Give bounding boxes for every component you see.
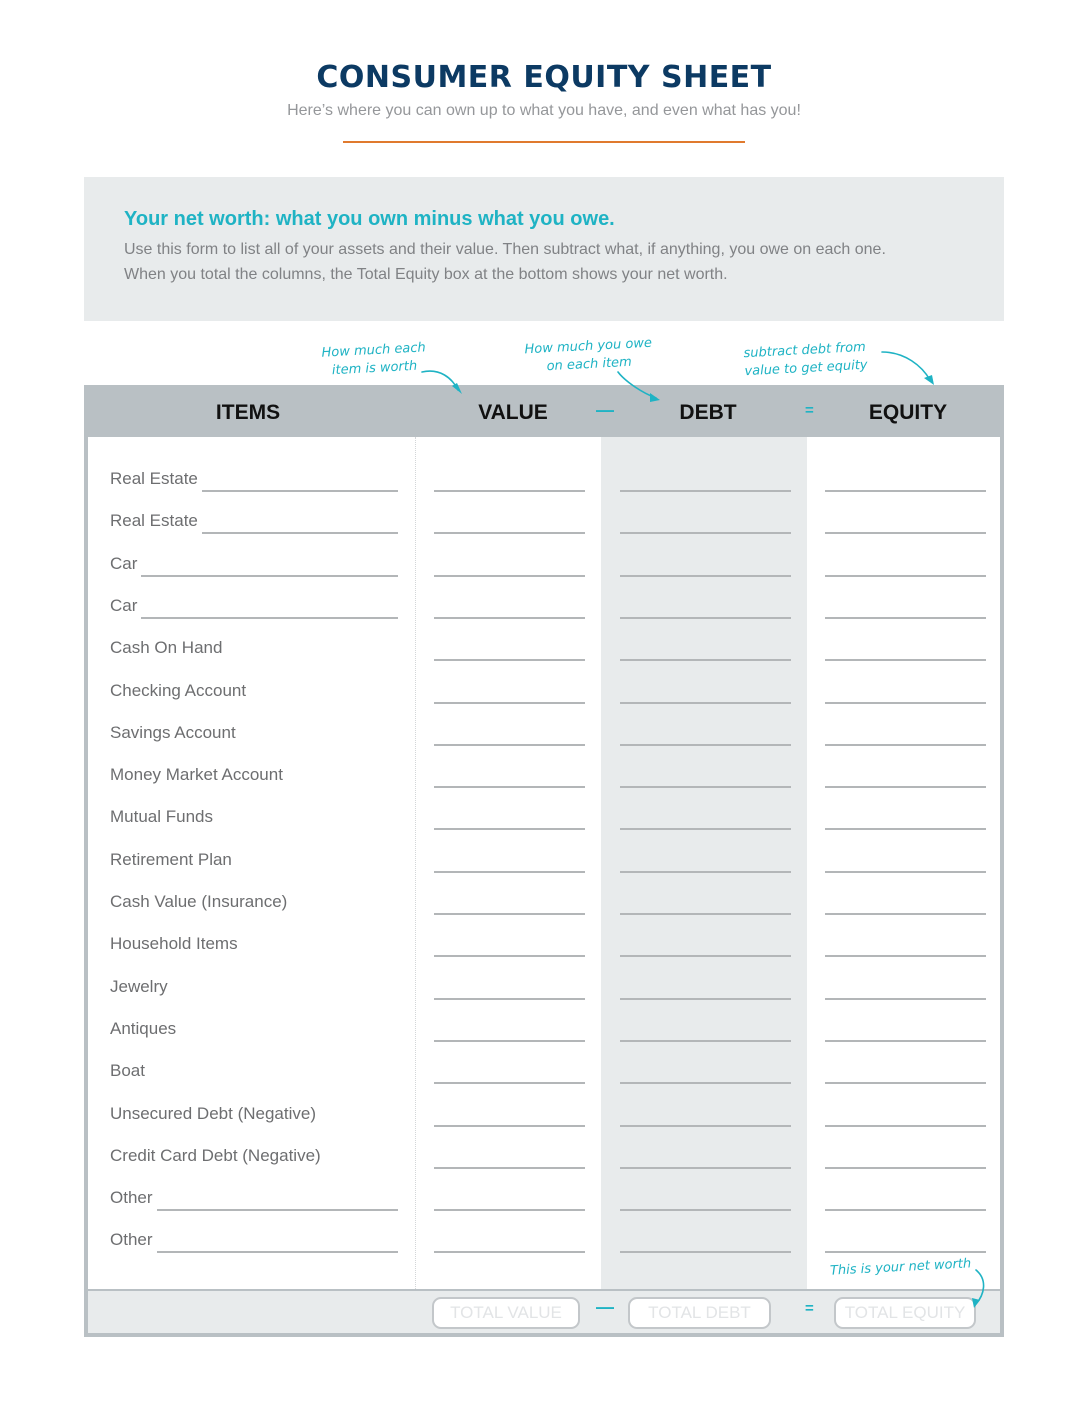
debt-blank[interactable] [620, 1040, 791, 1042]
debt-blank[interactable] [620, 1082, 791, 1084]
equity-sheet-table [84, 385, 1004, 1337]
totals-row [88, 1289, 1000, 1333]
page-subtitle: Here’s where you can own up to what you have, and even what has you! [287, 102, 801, 119]
debt-blank[interactable] [620, 575, 791, 577]
table-row [88, 723, 1000, 765]
arrow-icon [882, 352, 930, 380]
intro-body [124, 237, 964, 287]
item-label: Money Market Account [110, 765, 283, 785]
value-annotation [321, 339, 427, 380]
item-label: Cash On Hand [110, 638, 223, 658]
value-blank[interactable] [434, 1251, 585, 1253]
equity-blank[interactable] [825, 786, 986, 788]
equals-operator: = [805, 1300, 814, 1317]
equity-blank[interactable] [825, 575, 986, 577]
value-blank[interactable] [434, 786, 585, 788]
annotation-line: How much you owe [524, 335, 653, 358]
column-header-debt: DEBT [679, 401, 737, 424]
item-label: Car [110, 553, 138, 573]
annotation-line: value to get equity [744, 357, 868, 380]
equity-blank[interactable] [825, 828, 986, 830]
equity-annotation [743, 339, 868, 381]
item-label: Real Estate [110, 469, 198, 488]
item-label: Retirement Plan [110, 849, 232, 869]
intro-panel [84, 177, 1004, 321]
equity-blank[interactable] [825, 659, 986, 661]
value-blank[interactable] [434, 1167, 585, 1169]
debt-blank[interactable] [620, 828, 791, 830]
minus-operator: — [596, 400, 614, 420]
equity-blank[interactable] [825, 1040, 986, 1042]
item-label: Other [110, 1188, 153, 1208]
annotation-line: How much each [321, 340, 427, 361]
item-label: Real Estate [110, 511, 198, 531]
total-equity-field[interactable]: TOTAL EQUITY [834, 1297, 976, 1329]
annotation-line: item is worth [331, 358, 418, 379]
item-label: Mutual Funds [110, 807, 213, 827]
table-row [88, 554, 1000, 596]
item-label: Checking Account [110, 680, 247, 700]
arrowhead-icon [924, 375, 934, 385]
value-blank[interactable] [434, 744, 585, 746]
intro-heading: Your net worth: what you own minus what you owe. [124, 208, 615, 230]
minus-operator: — [596, 1297, 614, 1317]
annotation-line: subtract debt from [743, 339, 867, 362]
equity-blank[interactable] [825, 1209, 986, 1211]
title-divider [343, 141, 745, 143]
item-name-blank[interactable] [141, 575, 398, 577]
item-label: Cash Value (Insurance) [110, 892, 288, 911]
table-header [88, 389, 1000, 437]
table-row [88, 850, 1000, 892]
item-label: Savings Account [110, 722, 236, 742]
table-row [88, 1104, 1000, 1146]
debt-blank[interactable] [620, 955, 791, 957]
item-name-blank[interactable] [157, 1209, 398, 1211]
column-header-value: VALUE [478, 401, 548, 424]
equity-blank[interactable] [825, 702, 986, 704]
item-label: Car [110, 595, 138, 615]
table-row [88, 511, 1000, 553]
value-blank[interactable] [434, 1040, 585, 1042]
value-blank[interactable] [434, 955, 585, 957]
item-name-blank[interactable] [202, 532, 398, 534]
equity-blank[interactable] [825, 955, 986, 957]
value-blank[interactable] [434, 1125, 585, 1127]
debt-blank[interactable] [620, 659, 791, 661]
value-blank[interactable] [434, 575, 585, 577]
intro-body-line: Use this form to list all of your assets and their value. Then subtract what, if anything, you owe on each one. [124, 241, 886, 258]
equity-blank[interactable] [825, 744, 986, 746]
value-blank[interactable] [434, 828, 585, 830]
debt-blank[interactable] [620, 1167, 791, 1169]
annotation-line: on each item [546, 354, 633, 375]
debt-blank[interactable] [620, 998, 791, 1000]
value-blank[interactable] [434, 1082, 585, 1084]
table-row [88, 1188, 1000, 1230]
table-row [88, 469, 1000, 511]
value-blank[interactable] [434, 702, 585, 704]
item-name-blank[interactable] [157, 1251, 398, 1253]
equity-blank[interactable] [825, 871, 986, 873]
equity-blank[interactable] [825, 532, 986, 534]
equals-operator: = [805, 402, 814, 419]
table-row [88, 765, 1000, 807]
table-row [88, 977, 1000, 1019]
table-row [88, 638, 1000, 680]
item-label: Household Items [110, 934, 238, 954]
debt-blank[interactable] [620, 744, 791, 746]
page-title: CONSUMER EQUITY SHEET [316, 60, 772, 95]
equity-blank[interactable] [825, 913, 986, 915]
table-row [88, 1146, 1000, 1188]
column-header-equity: EQUITY [868, 401, 948, 424]
debt-blank[interactable] [620, 1251, 791, 1253]
value-blank[interactable] [434, 871, 585, 873]
equity-blank[interactable] [825, 998, 986, 1000]
debt-blank[interactable] [620, 532, 791, 534]
item-label: Credit Card Debt (Negative) [110, 1145, 321, 1165]
equity-blank[interactable] [825, 1251, 986, 1253]
debt-blank[interactable] [620, 490, 791, 492]
item-label: Boat [110, 1061, 145, 1081]
debt-blank[interactable] [620, 913, 791, 915]
net-worth-annotation: This is your net worth [829, 1256, 972, 1279]
equity-blank[interactable] [825, 617, 986, 619]
debt-blank[interactable] [620, 617, 791, 619]
table-row [88, 1019, 1000, 1061]
table-row [88, 1061, 1000, 1103]
value-blank[interactable] [434, 1209, 585, 1211]
table-row [88, 807, 1000, 849]
debt-annotation [524, 335, 653, 378]
value-blank[interactable] [434, 490, 585, 492]
debt-blank[interactable] [620, 702, 791, 704]
equity-blank[interactable] [825, 1082, 986, 1084]
item-label: Unsecured Debt (Negative) [110, 1103, 316, 1123]
value-blank[interactable] [434, 659, 585, 661]
equity-blank[interactable] [825, 1167, 986, 1169]
intro-body-line: When you total the columns, the Total Equity box at the bottom shows your net worth. [124, 266, 728, 283]
equity-blank[interactable] [825, 490, 986, 492]
debt-blank[interactable] [620, 786, 791, 788]
table-row [88, 596, 1000, 638]
item-name-blank[interactable] [202, 490, 398, 492]
value-blank[interactable] [434, 617, 585, 619]
column-header-items: ITEMS [215, 401, 281, 424]
equity-blank[interactable] [825, 1125, 986, 1127]
table-row [88, 681, 1000, 723]
item-label: Jewelry [110, 976, 168, 996]
value-blank[interactable] [434, 913, 585, 915]
table-row [88, 934, 1000, 976]
item-label: Other [110, 1230, 153, 1250]
debt-blank[interactable] [620, 871, 791, 873]
debt-blank[interactable] [620, 1125, 791, 1127]
table-row [88, 892, 1000, 934]
debt-blank[interactable] [620, 1209, 791, 1211]
total-value-field[interactable]: TOTAL VALUE [432, 1297, 580, 1329]
item-label: Antiques [110, 1018, 177, 1038]
value-blank[interactable] [434, 998, 585, 1000]
value-blank[interactable] [434, 532, 585, 534]
total-debt-field[interactable]: TOTAL DEBT [628, 1297, 771, 1329]
item-name-blank[interactable] [141, 617, 398, 619]
